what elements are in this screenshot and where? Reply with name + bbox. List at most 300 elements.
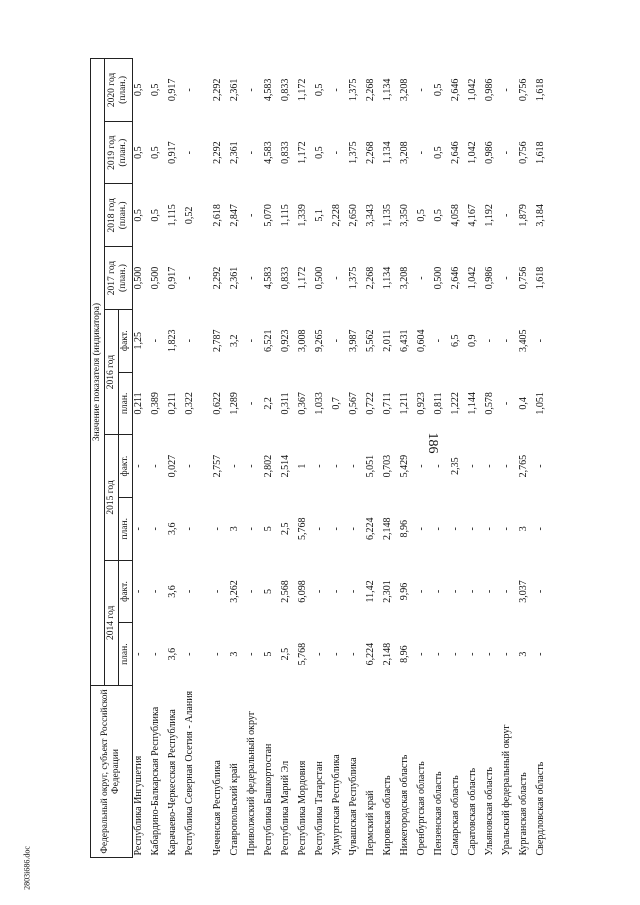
table-row: [399, 59, 416, 858]
table-row: [314, 59, 331, 858]
value-cell: 0,211: [132, 392, 144, 415]
value-cell: -: [466, 527, 478, 531]
value-cell: 6,521: [262, 329, 274, 352]
value-cell: -: [330, 88, 342, 92]
value-cell: 1,134: [381, 78, 393, 102]
table-row: [416, 59, 433, 858]
value-cell: 0,986: [483, 266, 495, 290]
value-cell: -: [466, 652, 478, 656]
value-cell: -: [330, 464, 342, 468]
value-cell: 3,037: [517, 580, 529, 603]
value-cell: -: [245, 276, 257, 280]
value-cell: -: [500, 589, 512, 594]
table-row: [365, 59, 382, 858]
region-name-cell: Свердловская область: [534, 761, 546, 856]
footer-filename: 2803i686.doc: [22, 846, 32, 890]
value-cell: 1,339: [296, 204, 308, 227]
region-name-cell: Чеченская Республика: [211, 760, 223, 856]
value-cell: 2,292: [211, 266, 223, 290]
value-cell: 5,562: [364, 329, 376, 352]
indicator-group-header: Значение показателя (индикатора): [91, 59, 105, 686]
value-cell: 6,098: [296, 580, 308, 603]
value-cell: 0,5: [432, 83, 444, 97]
value-cell: -: [483, 652, 495, 656]
value-cell: 0,52: [183, 206, 195, 225]
value-cell: 2,650: [347, 204, 359, 227]
value-cell: -: [432, 652, 444, 656]
value-cell: 4,583: [262, 266, 274, 290]
value-cell: -: [534, 589, 546, 594]
value-cell: 0,567: [347, 392, 359, 415]
value-cell: -: [483, 589, 495, 594]
value-cell: -: [211, 589, 223, 594]
value-cell: -: [415, 150, 427, 155]
value-cell: -: [500, 276, 512, 280]
value-cell: 2,568: [279, 580, 291, 603]
table-row: [467, 59, 484, 858]
value-cell: -: [534, 464, 546, 468]
value-cell: -: [245, 589, 257, 594]
value-cell: 0,722: [364, 392, 376, 415]
value-cell: 1,879: [517, 204, 529, 227]
page-number: 186: [425, 432, 440, 454]
value-cell: 1,033: [313, 392, 325, 415]
value-cell: 2,5: [279, 522, 291, 536]
value-cell: 0,833: [279, 78, 291, 102]
value-cell: -: [483, 527, 495, 531]
district-column-header: Федеральный округ, субъект Российской Федерации: [91, 686, 133, 858]
value-cell: 0,322: [183, 392, 195, 415]
value-cell: 0,711: [381, 392, 393, 415]
region-name-cell: Республика Северная Осетия - Алания: [183, 690, 195, 856]
value-cell: 3,208: [398, 266, 410, 290]
value-cell: 4,058: [449, 204, 461, 227]
value-cell: 1,618: [534, 266, 546, 290]
value-cell: 2,301: [381, 580, 393, 603]
year-header-2014: 2014 год: [104, 560, 118, 685]
value-cell: -: [330, 276, 342, 280]
value-cell: 5,070: [262, 204, 274, 227]
value-cell: -: [534, 339, 546, 343]
fact-subheader: факт.: [118, 560, 132, 623]
value-cell: -: [183, 527, 195, 531]
value-cell: -: [313, 652, 325, 656]
value-cell: 1,618: [534, 78, 546, 102]
value-cell: 0,367: [296, 392, 308, 415]
value-cell: 2,011: [381, 329, 393, 352]
value-cell: -: [500, 213, 512, 218]
value-cell: 4,167: [466, 204, 478, 227]
value-cell: 3,208: [398, 141, 410, 164]
value-cell: 4,583: [262, 78, 274, 102]
value-cell: 0,923: [415, 392, 427, 415]
value-cell: 3,987: [347, 329, 359, 352]
value-cell: 3,184: [534, 204, 546, 227]
value-cell: 5,768: [296, 642, 308, 666]
value-cell: -: [347, 652, 359, 656]
value-cell: -: [245, 527, 257, 531]
value-cell: 3,350: [398, 204, 410, 227]
value-cell: 5: [262, 588, 274, 594]
value-cell: -: [500, 652, 512, 656]
value-cell: 0,500: [432, 266, 444, 290]
value-cell: 0,311: [279, 392, 291, 415]
table-row: [150, 59, 167, 858]
value-cell: 0,7: [330, 397, 342, 410]
plan-subheader: план.: [118, 497, 132, 560]
value-cell: 1,375: [347, 78, 359, 102]
value-cell: -: [415, 589, 427, 594]
value-cell: 0,703: [381, 454, 393, 478]
value-cell: 2,646: [449, 78, 461, 102]
value-cell: 0,5: [432, 209, 444, 222]
value-cell: 1,222: [449, 392, 461, 415]
value-cell: 1,172: [296, 78, 308, 102]
value-cell: 0,986: [483, 78, 495, 102]
value-cell: 5,051: [364, 454, 376, 478]
value-cell: -: [500, 401, 512, 406]
fact-subheader: факт.: [118, 309, 132, 372]
year-header-2016: 2016 год: [104, 309, 118, 434]
table-row: [184, 59, 212, 858]
rotated-table-container: [90, 58, 610, 858]
value-cell: -: [449, 652, 461, 656]
value-cell: 0,578: [483, 392, 495, 415]
value-cell: 1,134: [381, 266, 393, 290]
value-cell: -: [183, 464, 195, 468]
value-cell: 2,361: [228, 78, 240, 102]
value-cell: 2,148: [381, 642, 393, 666]
value-cell: 2,35: [449, 457, 461, 475]
value-cell: -: [149, 652, 161, 656]
value-cell: 2,5: [279, 647, 291, 661]
year-header-2020: 2020 год (план.): [104, 59, 132, 122]
value-cell: -: [149, 527, 161, 531]
value-cell: 1: [296, 463, 308, 469]
value-cell: -: [415, 88, 427, 92]
table-row: [229, 59, 246, 858]
value-cell: -: [534, 652, 546, 656]
region-name-cell: Кировская область: [381, 775, 393, 856]
year-header-2018: 2018 год (план.): [104, 184, 132, 247]
value-cell: -: [466, 464, 478, 468]
value-cell: 0,833: [279, 141, 291, 164]
value-cell: -: [347, 527, 359, 531]
value-cell: -: [183, 276, 195, 280]
table-row: [297, 59, 314, 858]
value-cell: 3: [228, 651, 240, 657]
value-cell: 3: [517, 526, 529, 532]
value-cell: -: [330, 527, 342, 531]
value-cell: 0,5: [432, 146, 444, 159]
value-cell: -: [432, 464, 444, 468]
value-cell: 2,268: [364, 141, 376, 164]
value-cell: 11,42: [364, 580, 376, 603]
value-cell: -: [132, 527, 144, 531]
value-cell: 8,96: [398, 520, 410, 538]
value-cell: 0,811: [432, 392, 444, 415]
value-cell: -: [415, 652, 427, 656]
table-row: [331, 59, 348, 858]
value-cell: 0,917: [166, 141, 178, 164]
value-cell: 3,262: [228, 580, 240, 603]
value-cell: 5: [262, 651, 274, 657]
value-cell: -: [500, 150, 512, 155]
value-cell: 1,289: [228, 392, 240, 415]
value-cell: 6,224: [364, 642, 376, 666]
value-cell: -: [183, 652, 195, 656]
value-cell: -: [483, 464, 495, 468]
value-cell: -: [432, 589, 444, 594]
value-cell: 0,756: [517, 141, 529, 164]
table-row: [280, 59, 297, 858]
value-cell: 2,268: [364, 266, 376, 290]
table-row: [382, 59, 399, 858]
table-row: [518, 59, 535, 858]
value-cell: -: [330, 589, 342, 594]
value-cell: 1,192: [483, 204, 495, 227]
value-cell: 2,292: [211, 78, 223, 102]
value-cell: -: [449, 527, 461, 531]
value-cell: 0,5: [313, 146, 325, 159]
value-cell: 2,514: [279, 454, 291, 478]
value-cell: 3: [517, 651, 529, 657]
value-cell: -: [313, 527, 325, 531]
value-cell: 1,134: [381, 141, 393, 164]
region-name-cell: Республика Башкортостан: [262, 743, 274, 856]
region-name-cell: Пермский край: [364, 790, 376, 856]
table-row: [501, 59, 518, 858]
region-name-cell: Чувашская Республика: [347, 757, 359, 856]
value-cell: -: [483, 339, 495, 343]
value-cell: 3,6: [166, 647, 178, 661]
region-name-cell: Республика Татарстан: [313, 761, 325, 856]
region-name-cell: Уральский федеральный округ: [500, 724, 512, 856]
value-cell: -: [149, 464, 161, 468]
value-cell: 0,923: [279, 329, 291, 352]
value-cell: -: [228, 464, 240, 468]
value-cell: -: [313, 589, 325, 594]
value-cell: -: [245, 88, 257, 92]
table-row: [450, 59, 467, 858]
region-name-cell: Самарская область: [449, 775, 461, 856]
region-name-cell: Кабардино-Балкарская Республика: [149, 706, 161, 856]
value-cell: -: [432, 339, 444, 343]
value-cell: -: [415, 276, 427, 280]
region-name-cell: Ульяновская область: [483, 767, 495, 856]
value-cell: 5,768: [296, 517, 308, 541]
value-cell: -: [330, 652, 342, 656]
table-row: [433, 59, 450, 858]
value-cell: 0,5: [149, 146, 161, 159]
value-cell: 3,2: [228, 334, 240, 347]
value-cell: 2,148: [381, 517, 393, 541]
value-cell: 0,500: [313, 266, 325, 290]
value-cell: 0,5: [132, 83, 144, 97]
value-cell: 2,646: [449, 266, 461, 290]
indicator-table: [90, 58, 552, 858]
region-name-cell: Курганская область: [517, 772, 529, 856]
value-cell: 1,375: [347, 266, 359, 290]
value-cell: 8,96: [398, 645, 410, 663]
value-cell: 2,618: [211, 204, 223, 227]
value-cell: -: [449, 589, 461, 594]
value-cell: 1,211: [398, 392, 410, 415]
value-cell: 3,208: [398, 78, 410, 102]
region-name-cell: Республика Ингушетия: [132, 755, 144, 856]
value-cell: 3,405: [517, 329, 529, 352]
value-cell: -: [183, 150, 195, 155]
value-cell: -: [500, 464, 512, 468]
value-cell: -: [183, 88, 195, 92]
value-cell: 0,756: [517, 78, 529, 102]
value-cell: -: [149, 589, 161, 594]
table-row: [132, 59, 150, 858]
value-cell: 0,9: [466, 334, 478, 347]
table-row: [348, 59, 365, 858]
value-cell: -: [211, 527, 223, 531]
value-cell: 1,115: [166, 204, 178, 227]
value-cell: 0,917: [166, 78, 178, 102]
table-row: [167, 59, 184, 858]
value-cell: 0,5: [149, 83, 161, 97]
value-cell: 9,265: [313, 329, 325, 352]
year-header-2019: 2019 год (план.): [104, 121, 132, 184]
value-cell: -: [149, 339, 161, 343]
value-cell: 5,1: [313, 209, 325, 222]
region-name-cell: Ставропольский край: [228, 763, 240, 856]
value-cell: 0,500: [132, 266, 144, 290]
value-cell: 2,787: [211, 329, 223, 352]
value-cell: 1,115: [279, 204, 291, 227]
value-cell: 0,917: [166, 266, 178, 290]
region-name-cell: Пензенская область: [432, 771, 444, 856]
value-cell: 0,5: [313, 83, 325, 97]
value-cell: 1,618: [534, 141, 546, 164]
value-cell: 2,292: [211, 141, 223, 164]
value-cell: 0,604: [415, 329, 427, 352]
year-header-2017: 2017 год (план.): [104, 247, 132, 310]
value-cell: -: [245, 213, 257, 218]
value-cell: 1,375: [347, 141, 359, 164]
value-cell: 1,172: [296, 266, 308, 290]
value-cell: 0,5: [132, 146, 144, 159]
value-cell: 4,583: [262, 141, 274, 164]
value-cell: 6,224: [364, 517, 376, 541]
value-cell: 1,25: [132, 331, 144, 350]
value-cell: 0,389: [149, 392, 161, 415]
value-cell: -: [211, 652, 223, 656]
value-cell: -: [330, 339, 342, 343]
value-cell: -: [245, 652, 257, 656]
plan-subheader: план.: [118, 623, 132, 686]
value-cell: 3,008: [296, 329, 308, 352]
table-row: [212, 59, 229, 858]
value-cell: 0,5: [149, 209, 161, 222]
value-cell: 1,144: [466, 392, 478, 415]
value-cell: -: [347, 589, 359, 594]
plan-subheader: план.: [118, 372, 132, 435]
fact-subheader: факт.: [118, 435, 132, 498]
value-cell: 2,228: [330, 204, 342, 227]
value-cell: -: [500, 527, 512, 531]
value-cell: 1,042: [466, 78, 478, 102]
value-cell: 2,765: [517, 454, 529, 478]
table-row: [535, 59, 552, 858]
table-body: [132, 59, 552, 858]
value-cell: -: [415, 527, 427, 531]
region-name-cell: Нижегородская область: [398, 754, 410, 856]
value-cell: 2,646: [449, 141, 461, 164]
value-cell: 2,361: [228, 266, 240, 290]
value-cell: 1,051: [534, 392, 546, 415]
value-cell: 3,6: [166, 522, 178, 536]
value-cell: 0,5: [132, 209, 144, 222]
region-name-cell: Республика Марий Эл: [279, 760, 291, 856]
value-cell: -: [415, 464, 427, 468]
value-cell: 1,042: [466, 266, 478, 290]
region-name-cell: Оренбургская область: [415, 761, 427, 856]
value-cell: 2,802: [262, 454, 274, 478]
value-cell: -: [466, 589, 478, 594]
region-name-cell: Удмуртская Республика: [330, 754, 342, 856]
value-cell: 0,211: [166, 392, 178, 415]
value-cell: 3,6: [166, 585, 178, 598]
value-cell: 9,96: [398, 582, 410, 601]
region-name-cell: Республика Мордовия: [296, 760, 308, 856]
value-cell: 2,847: [228, 204, 240, 227]
value-cell: 6,5: [449, 334, 461, 347]
value-cell: -: [132, 652, 144, 656]
value-cell: 3,343: [364, 204, 376, 227]
value-cell: -: [500, 339, 512, 343]
value-cell: -: [330, 150, 342, 155]
value-cell: 5: [262, 526, 274, 532]
value-cell: 0,4: [517, 397, 529, 410]
region-name-cell: Саратовская область: [466, 767, 478, 856]
value-cell: 6,431: [398, 329, 410, 352]
value-cell: 1,135: [381, 204, 393, 227]
year-header-2015: 2015 год: [104, 435, 118, 560]
value-cell: 1,042: [466, 141, 478, 164]
value-cell: -: [313, 464, 325, 468]
value-cell: -: [183, 589, 195, 594]
value-cell: 1,172: [296, 141, 308, 164]
value-cell: 0,622: [211, 392, 223, 415]
value-cell: 0,500: [149, 266, 161, 290]
value-cell: 2,757: [211, 454, 223, 478]
value-cell: -: [534, 527, 546, 531]
value-cell: 5,429: [398, 454, 410, 478]
value-cell: -: [500, 88, 512, 92]
table-row: [246, 59, 263, 858]
value-cell: 2,268: [364, 78, 376, 102]
value-cell: 0,833: [279, 266, 291, 290]
value-cell: 1,823: [166, 329, 178, 352]
region-name-cell: Карачаево-Черкесская Республика: [166, 709, 178, 856]
value-cell: 3: [228, 526, 240, 532]
table-row: [263, 59, 280, 858]
region-name-cell: Приволжский федеральный округ: [245, 711, 257, 856]
value-cell: -: [183, 339, 195, 343]
value-cell: -: [132, 589, 144, 594]
value-cell: -: [347, 464, 359, 468]
value-cell: -: [245, 464, 257, 468]
value-cell: 2,361: [228, 141, 240, 164]
value-cell: 0,5: [415, 209, 427, 222]
value-cell: 2,2: [262, 397, 274, 410]
value-cell: -: [432, 527, 444, 531]
